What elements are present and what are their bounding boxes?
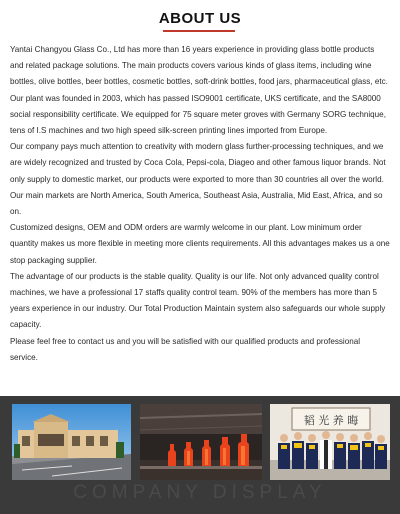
title-underline: [163, 30, 235, 32]
paragraph-plant: Our plant was founded in 2003, which has passed ISO9001 certificate, UKS certificate, and the SA8000 social responsibility certificate. We equipped for 75 square meter groves with Germany SORG technique, tens of I.S machines and two high speed silk-screen printing lines imported from Europe.: [10, 93, 386, 136]
paragraph-intro: Yantai Changyou Glass Co., Ltd has more than 16 years experience in providing glass bottle products and related package solutions. The main products covers various kinds of glass items, including wine bottles, olive bottles, beer bottles, cosmetic bottles, soft-drink bottles, food jars, pharmaceutical glass, etc.: [10, 45, 388, 87]
paragraph-quality: The advantage of our products is the stable quality. Quality is our life. Not only advanced quality control machines, we have a professional 17 staffs quality control team. 90% of the members has more than 5 years experience in our industry. Our Total Production Maintain system also safeguards our whole supply capacity.: [10, 271, 386, 330]
paragraph-customized: Customized designs, OEM and ODM orders are warmly welcome in our plant. Low minimum order quantity makes us more flexible in meeting more clients requirements. All this advantages makes us a one stop packaging supplier.: [10, 223, 390, 265]
company-display-gallery: [0, 396, 400, 514]
glass-bottles-production-photo[interactable]: [140, 404, 262, 480]
paragraph-contact: Please feel free to contact us and you will be satisfied with our qualified products and professional service.: [10, 336, 361, 362]
paragraph-creativity: Our company pays much attention to creativity with modern glass further-processing techniques, and we are widely recognized and trusted by Coca Cola, Pepsi-cola, Diageo and other famous liquor brands. Not only supply to domestic market, our products were exported to more than 30 countries all over the world. Our main markets are North America, South America, Southeast Asia, Australia, Mid East, Africa, and so on.: [10, 142, 386, 217]
factory-building-photo[interactable]: [12, 404, 131, 480]
about-content: [0, 36, 400, 366]
company-display-watermark: COMPANY DISPLAY: [73, 482, 327, 503]
section-header: [0, 0, 400, 36]
page-title: ABOUT US: [158, 10, 242, 27]
calligraphy-text: 韬 光 养 晦: [303, 414, 359, 427]
team-group-photo[interactable]: [270, 404, 390, 480]
